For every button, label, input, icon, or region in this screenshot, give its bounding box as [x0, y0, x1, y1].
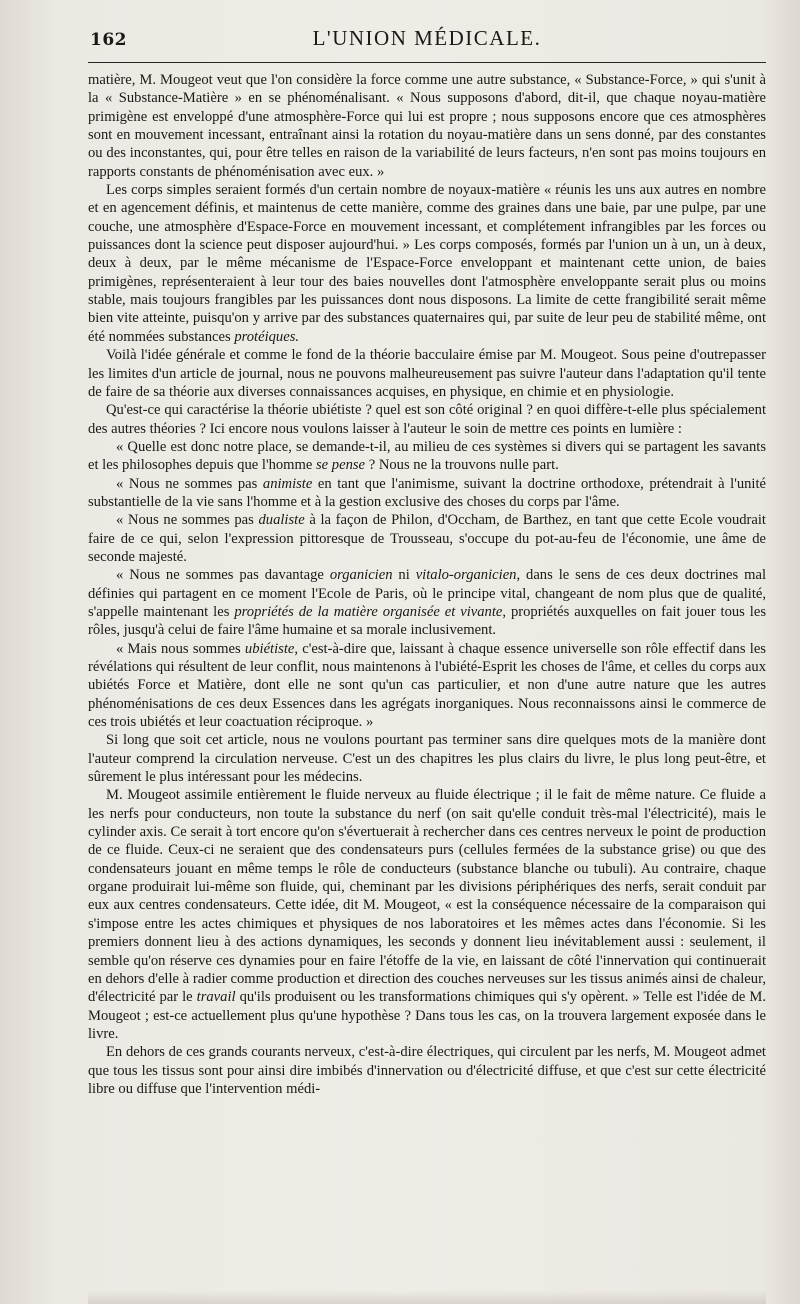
paragraph-text: Qu'est-ce qui caractérise la théorie ubiétiste ? quel est son côté original ? en quoi diffère-t-elle plus spécialement des autres théories ? Ici encore nous voulons laisser à l'auteur le soin de mettre ces points en lumière : — [88, 402, 766, 437]
running-title: L'UNION MÉDICALE. — [312, 26, 542, 50]
paragraph — [88, 640, 766, 732]
paragraph-text: , c'est-à-dire que, laissant à chaque essence universelle son rôle effectif dans les révélations qui résultent de leur conflit, nous maintenons à l'ubiété-Esprit les choses de l'âme, et celles du corps aux ubiétés Force et Matière, dont elle ne sont qu'un cas particulier, et non d'une autre nature que les autres phénoménisations de ces deux Essences dans les agrégats inorganiques. Nous reconnaissons ainsi le commerce de ces trois ubiétés et leur coactuation réciproque. » — [88, 640, 766, 731]
page-header — [88, 22, 766, 60]
paragraph-text: en tant que l'animisme, suivant la doctrine orthodoxe, prétendrait à l'unité substantielle de la vie sans l'homme et à la gestion exclusive des choses du corps par l'âme. — [88, 475, 766, 510]
paragraph-text: ? Nous ne la trouvons nulle part. — [365, 457, 559, 474]
paragraph-text: , dans le sens de ces deux doctrines mal définies qui partagent en ce moment l'Ecole de Paris, où le principe vital, changeant de nom plus que de qualité, s'appelle maintenant les — [88, 567, 766, 620]
italic-term: dualiste — [258, 512, 305, 529]
paragraph-text: Les corps simples seraient formés d'un certain nombre de noyaux-matière « réunis les uns aux autres en nombre et en agencement définis, et maintenus de cette manière, comme des graines dans une baie, par une pulpe, par une couche, une atmosphère d'Espace-Force en mouvement incessant, et complétement infrangibles par les forces ou puissances dont la science peut disposer aujourd'hui. » Les corps composés, formés par l'union un à un, un à deux, deux à deux, par le même mécanisme de l'Espace-Force enveloppant et maintenant cette union, de baies primigènes, représenteraient à leur tour des baies nouvelles dont l'atmosphère enveloppante serait plus ou moins stable, mais toujours frangibles par les puissances dont nous disposons. La limite de cette frangibilité serait même bien vite atteinte, puisqu'on y arrive par des substances quaternaires qui, par suite de leur peu de stabilité même, ont été nommées substances — [88, 182, 766, 345]
paragraph-text: M. Mougeot assimile entièrement le fluide nerveux au fluide électrique ; il le fait de même nature. Ce fluide a les nerfs pour conducteurs, non toute la substance du nerf (on sait qu'elle conduit très-mal l'électricité), mais le cylinder axis. Ce serait à tort encore qu'on s'évertuerait à rechercher dans ces centres nerveux le point de production de ce fluide. Ceux-ci ne seraient que des condensateurs purs (cellules fermées de la substance grise) ou que des condensateurs jouant en même temps le rôle de conducteurs (substance blanche ou tubuli). Au contraire, chaque organe produirait lui-même son fluide, qui, cheminant par les divisions périphériques des nerfs, serait conduit par eux aux centres condensateurs. Cette idée, dit M. Mougeot, « est la conséquence nécessaire de la comparaison qui s'impose entre les actes chimiques et physiques de nos laboratoires et les mêmes actes dans l'économie. Si les premiers donnent lieu à des actions dynamiques, les seconds y donnent lieu inévitablement aussi : seulement, il semble qu'on réserve ces dynamies pour en faire l'étoffe de la vie, en laissant de côté l'innervation qui continuerait en dehors d'elle à radier comme production et direction des couches nerveuses sur les tissus animés ainsi de chaleur, d'électricité par le — [88, 787, 766, 1006]
paragraph — [88, 786, 766, 1043]
paragraph-text: qu'ils produisent ou les transformations chimiques qui s'y opèrent. » Telle est l'idée de M. Mougeot ; est-ce actuellement plus qu'une hypothèse ? Dans tous les cas, on la trouvera largement exposée dans le livre. — [88, 989, 766, 1042]
paragraph-text: « Nous ne sommes pas — [116, 475, 263, 492]
paragraph-text: En dehors de ces grands courants nerveux, c'est-à-dire électriques, qui circulent par les nerfs, M. Mougeot admet que tous les tissus sont pour ainsi dire imbibés d'innervation ou d'électricité diffuse, et que c'est sur cette électricité libre ou diffuse que l'intervention médi- — [88, 1044, 766, 1097]
paragraph — [88, 566, 766, 639]
paragraph-text: « Nous ne sommes pas — [116, 512, 259, 529]
paragraph — [88, 511, 766, 566]
paragraph-text: Voilà l'idée générale et comme le fond de la théorie bacculaire émise par M. Mougeot. Sous peine d'outrepasser les limites d'un article de journal, nous ne pouvons malheureusement pas suivre l'auteur dans l'adaptation qu'il tente de faire de sa théorie aux diverses connaissances acquises, en physique, en chimie et en physiologie. — [88, 347, 766, 400]
paragraph-text: « Mais nous sommes — [116, 640, 245, 657]
paragraph-text: Si long que soit cet article, nous ne voulons pourtant pas terminer sans dire quelques mots de la manière dont l'auteur comprend la circulation nerveuse. C'est un des chapitres les plus clairs du livre, le plus long peut-être, et sûrement le plus intéressant pour les médecins. — [88, 732, 766, 786]
italic-term: vitalo-organicien — [415, 567, 517, 584]
paragraph-text: à la façon de Philon, d'Occham, de Barthez, en tant que cette Ecole voudrait faire de ce qui, selon l'expression pittoresque de Trousseau, s'occupe du pot-au-feu de l'économie, une âme de seconde majesté. — [88, 512, 766, 565]
italic-term: animiste — [262, 475, 313, 492]
paragraph-text: matière, M. Mougeot veut que l'on considère la force comme une autre substance, « Substance-Force, » qui s'unit à la « Substance-Matière » en se phénoménalisant. « Nous supposons d'abord, dit-il, que chaque noyau-matière primigène est enveloppé d'une atmosphère-Force qui lui est propre ; nous supposons encore que ces atmosphères sont en mouvement incessant, entraînant ainsi la rotation du noyau-matière dans un sens donné, par des constantes ou des inconstantes, qui, pour être telles en raison de la variabilité de leurs facteurs, n'en sont pas moins toujours en rapports constants de phénoménisation avec eux. » — [88, 72, 766, 180]
paragraph — [88, 346, 766, 401]
paragraph — [88, 181, 766, 346]
italic-term: organicien — [329, 567, 393, 584]
paragraph — [88, 1043, 766, 1098]
paragraph-text: « Quelle est donc notre place, se demande-t-il, au milieu de ces systèmes si divers qui se partagent les savants et les philosophes depuis que l'homme — [88, 438, 766, 474]
italic-term: travail — [196, 989, 236, 1006]
italic-term: ubiétiste — [244, 640, 295, 657]
paragraph — [88, 438, 766, 475]
paragraph — [88, 71, 766, 181]
article-body — [88, 71, 766, 1098]
paragraph — [88, 475, 766, 512]
paragraph — [88, 401, 766, 438]
paragraph-text: ni — [392, 567, 416, 584]
italic-term: propriétés de la matière organisée et vivante — [234, 603, 503, 620]
italic-term: se pense — [316, 457, 366, 474]
paragraph-text: « Nous ne sommes pas davantage — [116, 567, 330, 584]
page-number: 162 — [90, 30, 127, 50]
italic-term: protéiques. — [234, 328, 300, 345]
header-rule — [88, 62, 766, 63]
paragraph-text: , propriétés auxquelles on fait jouer tous les rôles, jusqu'à celui de faire l'âme humaine et sa morale inclusivement. — [88, 603, 767, 639]
page-bottom-edge — [88, 1290, 766, 1304]
paragraph — [88, 731, 766, 786]
